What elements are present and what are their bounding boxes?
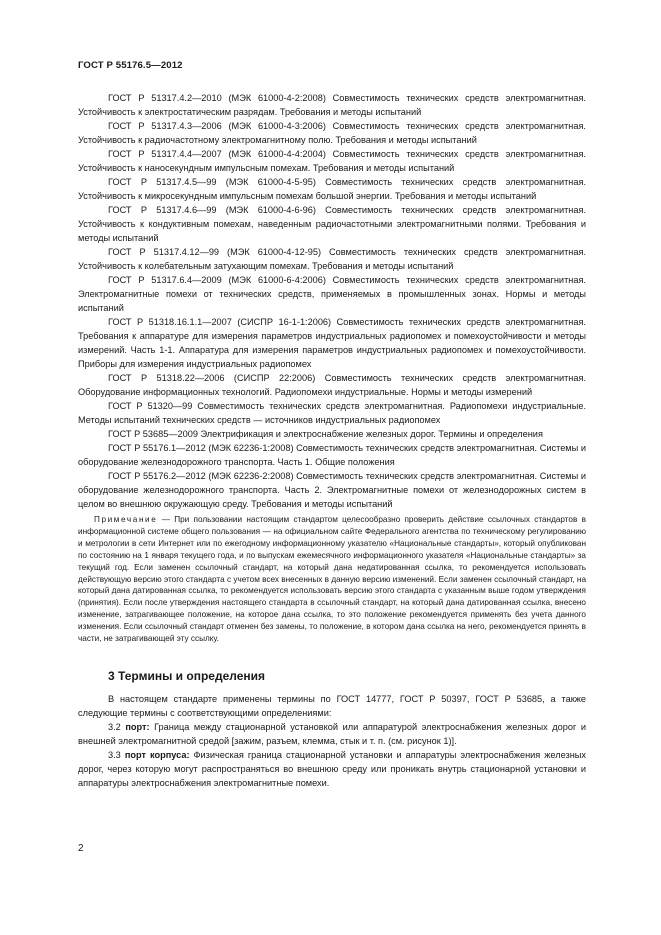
page-number: 2 xyxy=(78,843,84,854)
note-text: — При пользовании настоящим стандартом целесообразно проверить действие ссылочных стандартов в информационной системе общего пользования — на официальном сайте Федерального агентства по техническому регулированию и метрологии в сети Интернет или по ежегодному информационному указателю «Национальные стандарты», который опубликован по состоянию на 1 января текущего года, и по выпускам ежемесячного информационного указателя «Национальные стандарты» за текущий год. Если заменен ссылочный стандарт, на который дана недатированная ссылка, то рекомендуется использовать действующую версию этого стандарта с учетом всех внесенных в данную версию изменений. Если заменен ссылочный стандарт, на который дана датированная ссылка, то рекомендуется использовать версию этого стандарта с указанным выше годом утверждения (принятия). Если после утверждения настоящего стандарта в ссылочный стандарт, на который дана датированная ссылка, внесено изменение, затрагивающее положение, на которое дана ссылка, то это положение рекомендуется применять без учета данного изменения. Если ссылочный стандарт отменен без замены, то положение, в котором дана ссылка на него, рекомендуется принять в части, не затрагивающей эту ссылку. xyxy=(78,515,586,644)
reference-item: ГОСТ Р 51317.6.4—2009 (МЭК 61000-6-4:2006) Совместимость технических средств электромагнитная. Электромагнитные помехи от технических средств, применяемых в промышленных зонах. Нормы и методы испытаний xyxy=(78,275,586,313)
note-label: Примечание xyxy=(94,515,158,524)
section-heading: 3 Термины и определения xyxy=(108,668,266,683)
document-header: ГОСТ Р 55176.5—2012 xyxy=(78,60,183,71)
term-text: Физическая граница стационарной установки и аппаратуры электроснабжения железных дорог, через которую могут распространяться во внешнюю среду или проникать внутрь стационарной установки и аппаратуры электроснабжения электромагнитные помехи. xyxy=(78,749,586,788)
reference-item: ГОСТ Р 51317.4.4—2007 (МЭК 61000-4-4:2004) Совместимость технических средств электромагнитная. Устойчивость к наносекундным импульсным помехам. Требования и методы испытаний xyxy=(78,149,586,173)
note-paragraph xyxy=(78,514,586,645)
reference-item: ГОСТ Р 51320—99 Совместимость технических средств электромагнитная. Радиопомехи индустриальные. Методы испытаний технических средств — источников индустриальных радиопомех xyxy=(78,401,586,425)
term-definition xyxy=(78,720,586,748)
reference-item: ГОСТ Р 55176.1—2012 (МЭК 62236-1:2008) Совместимость технических средств электромагнитная. Системы и оборудование железнодорожного транспорта. Часть 1. Общие положения xyxy=(78,443,586,467)
term-name: порт корпуса: xyxy=(124,749,190,760)
term-text: Граница между стационарной установкой или аппаратурой электроснабжения железных дорог и внешней электромагнитной средой [зажим, разъем, клемма, стык и т. п. (см. рисунок 1)]. xyxy=(78,721,587,746)
term-name: порт: xyxy=(125,721,150,732)
term-number: 3.3 xyxy=(108,749,125,760)
page-content xyxy=(78,91,586,790)
reference-item: ГОСТ Р 51318.16.1.1—2007 (СИСПР 16-1-1:2006) Совместимость технических средств электромагнитная. Требования к аппаратуре для измерения параметров индустриальных радиопомех и помехоустойчивости и методы измерений. Часть 1-1. Аппаратура для измерения параметров индустриальных радиопомех и помехоустойчивости. Приборы для измерения индустриальных радиопомех xyxy=(78,317,586,369)
reference-item: ГОСТ Р 55176.2—2012 (МЭК 62236-2:2008) Совместимость технических средств электромагнитная. Системы и оборудование железнодорожного транспорта. Часть 2. Электромагнитные помехи от железнодорожных систем в целом во внешнюю окружающую среду. Требования и методы испытаний xyxy=(78,471,586,509)
reference-item: ГОСТ Р 51317.4.3—2006 (МЭК 61000-4-3:2006) Совместимость технических средств электромагнитная. Устойчивость к радиочастотному электромагнитному полю. Требования и методы испытаний xyxy=(78,121,586,145)
section-intro: В настоящем стандарте применены термины по ГОСТ 14777, ГОСТ Р 50397, ГОСТ Р 53685, а также следующие термины с соответствующими определениями: xyxy=(78,693,586,718)
reference-item: ГОСТ Р 51317.4.12—99 (МЭК 61000-4-12-95) Совместимость технических средств электромагнитная. Устойчивость к колебательным затухающим помехам. Требования и методы испытаний xyxy=(78,247,586,271)
reference-item: ГОСТ Р 53685—2009 Электрификация и электроснабжение железных дорог. Термины и определения xyxy=(108,429,543,439)
term-number: 3.2 xyxy=(108,721,126,732)
term-definition xyxy=(78,748,586,790)
reference-item: ГОСТ Р 51317.4.6—99 (МЭК 61000-4-6-96) Совместимость технических средств электромагнитная. Устойчивость к кондуктивным помехам, наведенным радиочастотными электромагнитными полями. Требования и методы испытаний xyxy=(78,205,586,243)
reference-item: ГОСТ Р 51317.4.5—99 (МЭК 61000-4-5-95) Совместимость технических средств электромагнитная. Устойчивость к микросекундным импульсным помехам большой энергии. Требования и методы испытаний xyxy=(78,177,586,201)
reference-item: ГОСТ Р 51318.22—2006 (СИСПР 22:2006) Совместимость технических средств электромагнитная. Оборудование информационных технологий. Радиопомехи индустриальные. Нормы и методы измерений xyxy=(78,373,586,397)
reference-item: ГОСТ Р 51317.4.2—2010 (МЭК 61000-4-2:2008) Совместимость технических средств электромагнитная. Устойчивость к электростатическим разрядам. Требования и методы испытаний xyxy=(78,93,586,117)
